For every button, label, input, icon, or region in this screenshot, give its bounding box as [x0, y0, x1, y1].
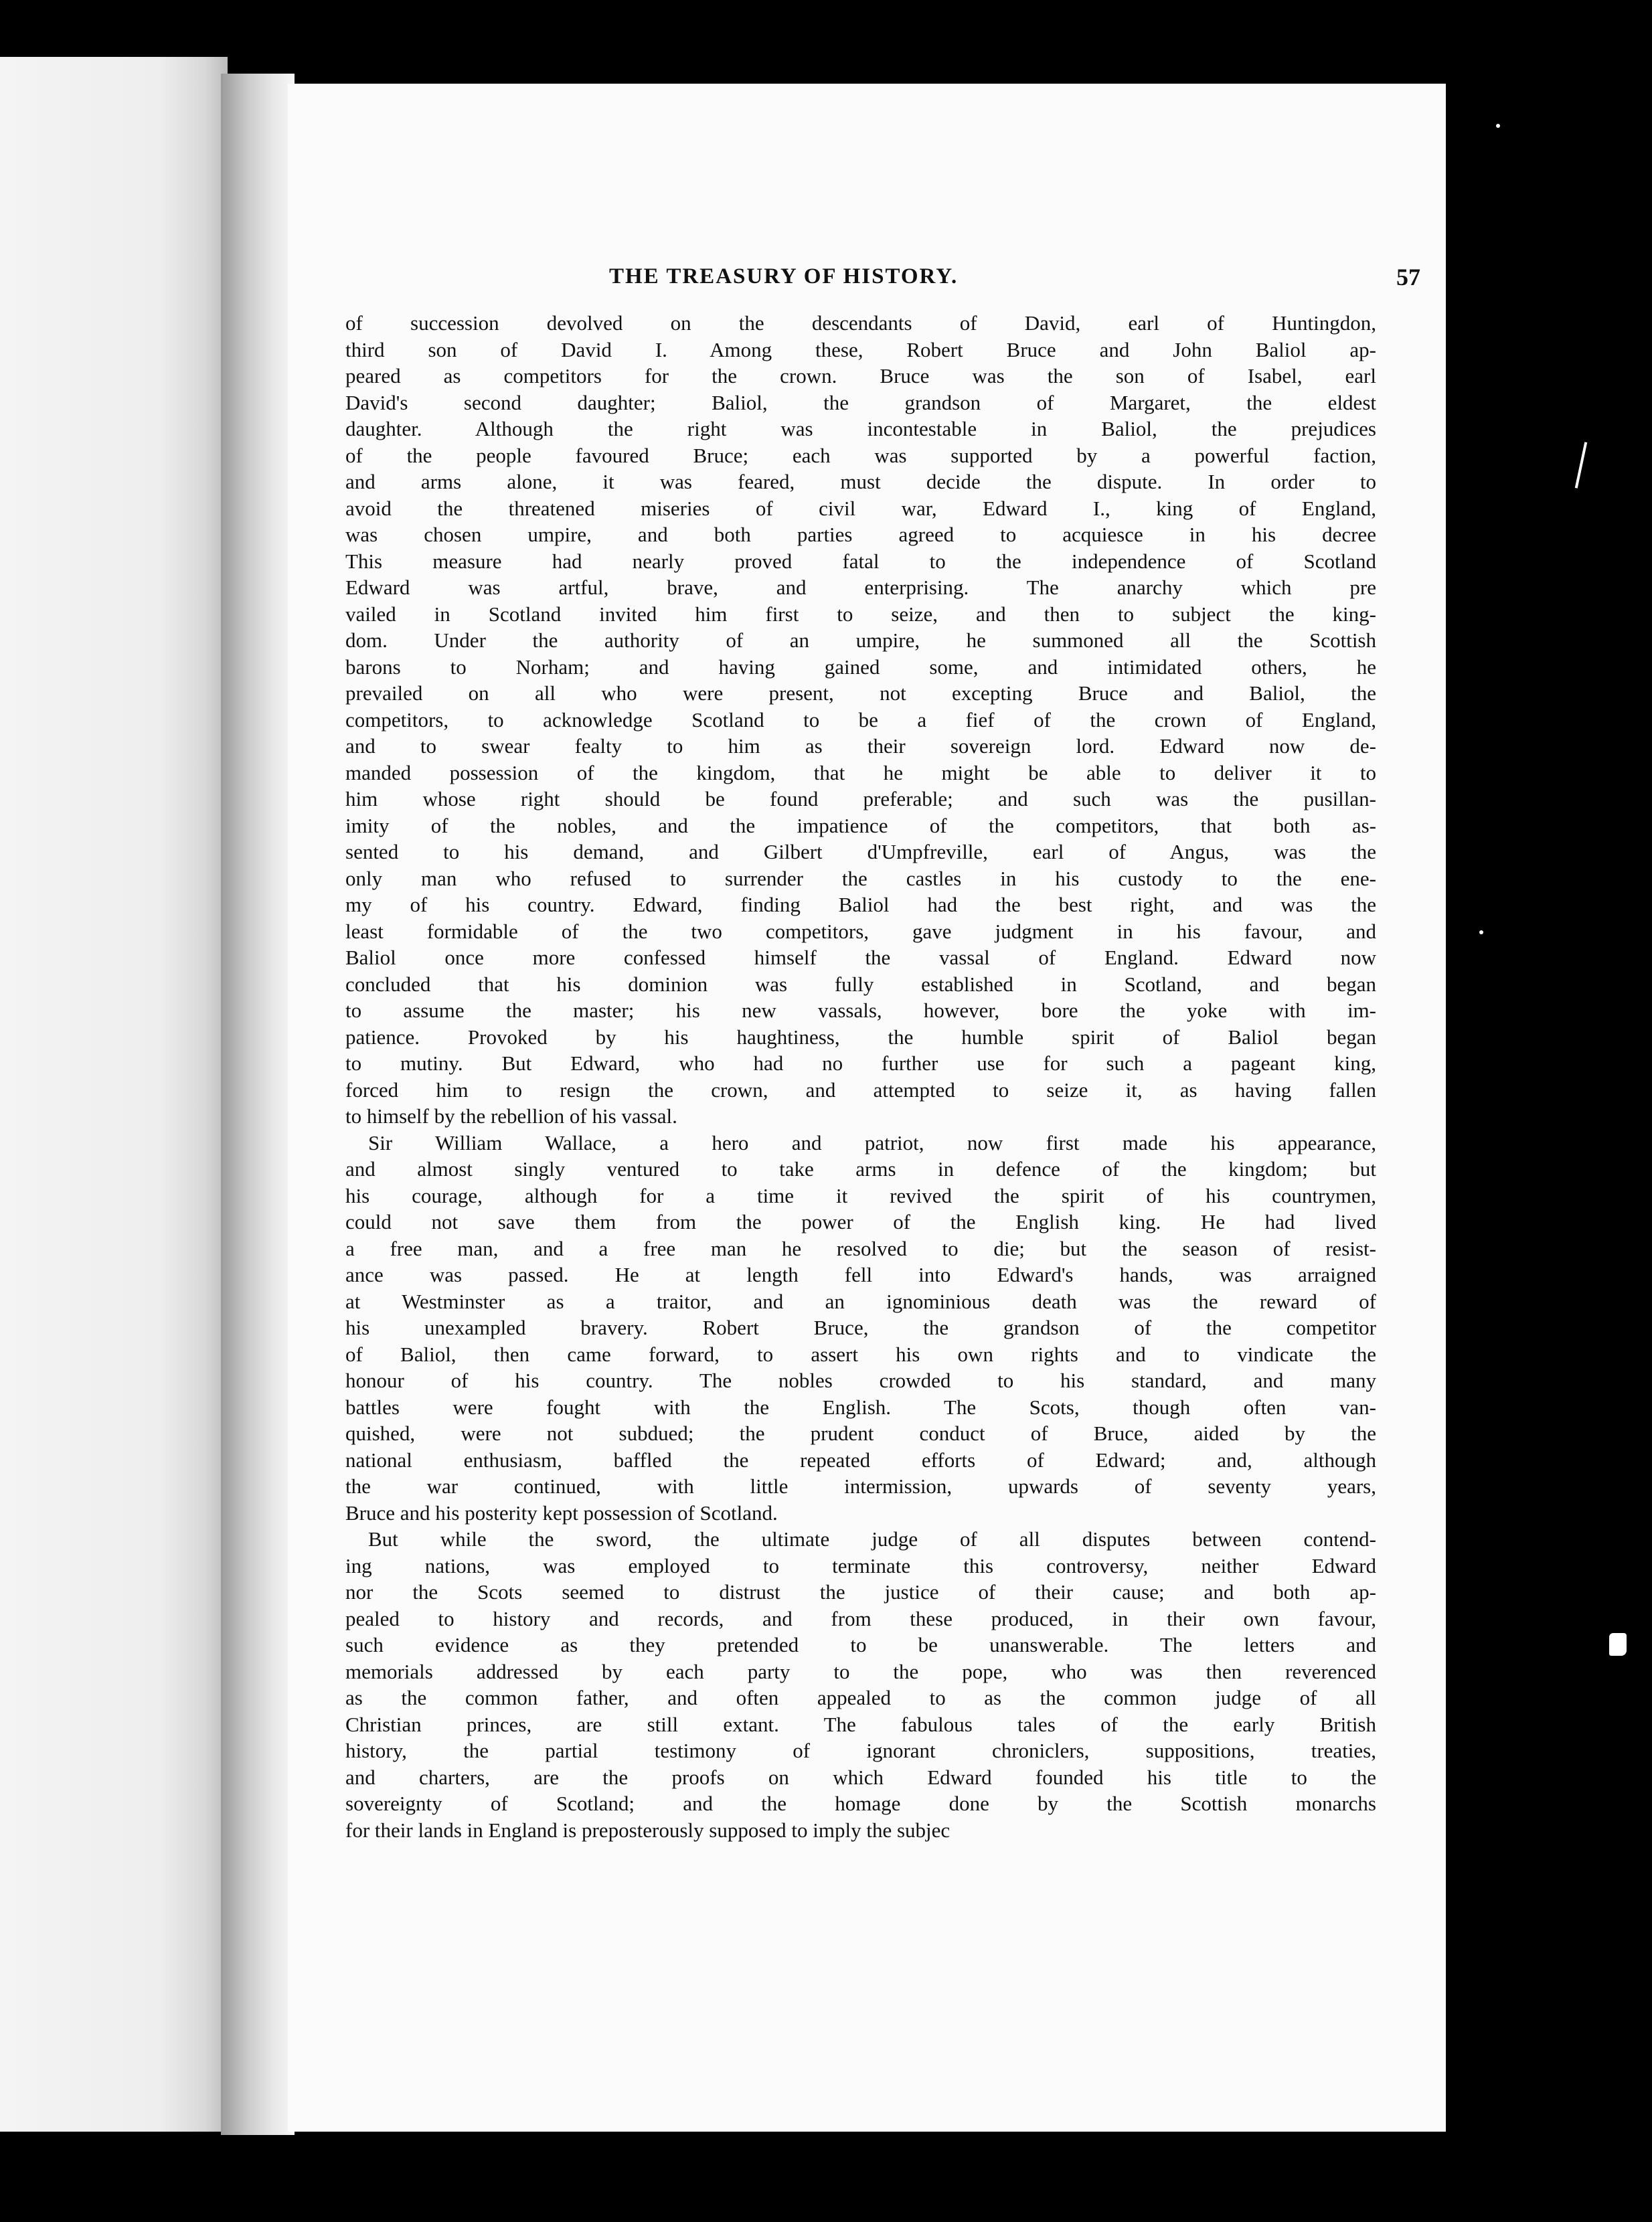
text-line: Christian princes, are still extant. The fabulous tales of the early British: [345, 1712, 1376, 1736]
scan-artifact-dot: [1479, 930, 1483, 934]
text-line: his courage, although for a time it revived the spirit of his countrymen,: [345, 1183, 1376, 1207]
left-page-edge: [0, 57, 228, 2132]
text-line: vailed in Scotland invited him first to seize, and then to subject the king-: [345, 602, 1376, 626]
page-text: [345, 310, 1376, 1843]
text-line: David's second daughter; Baliol, the grandson of Margaret, the eldest: [345, 390, 1376, 414]
book-gutter-shadow: [221, 74, 295, 2135]
text-line: national enthusiasm, baffled the repeated efforts of Edward; and, although: [345, 1448, 1376, 1472]
text-line: dom. Under the authority of an umpire, he summoned all the Scottish: [345, 628, 1376, 652]
scan-artifact-dot: [1496, 124, 1500, 128]
text-line: my of his country. Edward, finding Baliol had the best right, and was the: [345, 893, 1376, 916]
text-line: pealed to history and records, and from these produced, in their own favour,: [345, 1606, 1376, 1630]
text-line: sented to his demand, and Gilbert d'Umpfreville, earl of Angus, was the: [345, 840, 1376, 863]
text-line: avoid the threatened miseries of civil war, Edward I., king of England,: [345, 496, 1376, 520]
text-line: Baliol once more confessed himself the vassal of England. Edward now: [345, 946, 1376, 969]
text-line: Bruce and his posterity kept possession of Scotland.: [345, 1501, 778, 1525]
text-line: and to swear fealty to him as their sovereign lord. Edward now de-: [345, 734, 1376, 758]
text-line: prevailed on all who were present, not excepting Bruce and Baliol, the: [345, 681, 1376, 705]
text-line: him whose right should be found preferable; and such was the pusillan-: [345, 787, 1376, 810]
text-line: at Westminster as a traitor, and an ignominious death was the reward of: [345, 1289, 1376, 1313]
text-line: barons to Norham; and having gained some, and intimidated others, he: [345, 655, 1376, 679]
text-line: third son of David I. Among these, Robert Bruce and John Baliol ap-: [345, 337, 1376, 361]
text-line: his unexampled bravery. Robert Bruce, the grandson of the competitor: [345, 1316, 1376, 1339]
text-line: forced him to resign the crown, and attempted to seize it, as having fallen: [345, 1078, 1376, 1102]
text-line: and charters, are the proofs on which Edward founded his title to the: [345, 1765, 1376, 1789]
text-line: This measure had nearly proved fatal to the independence of Scotland: [345, 549, 1376, 573]
text-line: to assume the master; his new vassals, however, bore the yoke with im-: [345, 999, 1376, 1022]
text-line: competitors, to acknowledge Scotland to be a fief of the crown of England,: [345, 707, 1376, 732]
paragraph-first-line: Sir William Wallace, a hero and patriot, now first made his appearance,: [368, 1130, 1376, 1155]
text-line: to himself by the rebellion of his vassal.: [345, 1104, 677, 1128]
paragraph-first-line: But while the sword, the ultimate judge of all disputes between contend-: [368, 1527, 1376, 1551]
running-title: THE TREASURY OF HISTORY.: [609, 264, 959, 288]
text-line: battles were fought with the English. The Scots, though often van-: [345, 1395, 1376, 1419]
text-line: concluded that his dominion was fully established in Scotland, and began: [345, 972, 1376, 996]
text-line: daughter. Although the right was incontestable in Baliol, the prejudices: [345, 417, 1376, 440]
scan-artifact-blot: [1609, 1633, 1627, 1656]
text-line: only man who refused to surrender the castles in his custody to the ene-: [345, 866, 1376, 890]
text-line: a free man, and a free man he resolved to die; but the season of resist-: [345, 1236, 1376, 1260]
text-line: quished, were not subdued; the prudent conduct of Bruce, aided by the: [345, 1422, 1376, 1445]
text-line: of the people favoured Bruce; each was supported by a powerful faction,: [345, 443, 1376, 467]
text-line: nor the Scots seemed to distrust the justice of their cause; and both ap-: [345, 1580, 1376, 1604]
text-line: was chosen umpire, and both parties agreed to acquiesce in his decree: [345, 523, 1376, 546]
scan-artifact-mark: [1575, 442, 1587, 488]
page-header: [288, 264, 1446, 305]
text-line: manded possession of the kingdom, that he might be able to deliver it to: [345, 760, 1376, 784]
text-line: peared as competitors for the crown. Bruce was the son of Isabel, earl: [345, 364, 1376, 388]
text-line: of Baliol, then came forward, to assert his own rights and to vindicate the: [345, 1342, 1376, 1366]
page-number: 57: [1396, 264, 1420, 290]
text-line: honour of his country. The nobles crowded to his standard, and many: [345, 1369, 1376, 1392]
text-line: as the common father, and often appealed to as the common judge of all: [345, 1686, 1376, 1709]
text-line: to mutiny. But Edward, who had no further use for such a pageant king,: [345, 1051, 1376, 1075]
text-line: ing nations, was employed to terminate this controversy, neither Edward: [345, 1553, 1376, 1577]
text-line: least formidable of the two competitors, gave judgment in his favour, and: [345, 919, 1376, 943]
text-line: of succession devolved on the descendants of David, earl of Huntingdon,: [345, 311, 1376, 335]
text-line: Edward was artful, brave, and enterprising. The anarchy which pre: [345, 576, 1376, 599]
text-line: imity of the nobles, and the impatience of the competitors, that both as-: [345, 813, 1376, 837]
book-page: [288, 84, 1446, 2132]
text-line: patience. Provoked by his haughtiness, the humble spirit of Baliol began: [345, 1025, 1376, 1049]
text-line: ance was passed. He at length fell into Edward's hands, was arraigned: [345, 1263, 1376, 1286]
text-line: such evidence as they pretended to be unanswerable. The letters and: [345, 1633, 1376, 1656]
text-line: could not save them from the power of the English king. He had lived: [345, 1210, 1376, 1233]
text-line: sovereignty of Scotland; and the homage done by the Scottish monarchs: [345, 1792, 1376, 1815]
text-line: history, the partial testimony of ignorant chroniclers, suppositions, treaties,: [345, 1739, 1376, 1762]
text-line: and arms alone, it was feared, must decide the dispute. In order to: [345, 470, 1376, 493]
text-line: for their lands in England is preposterously supposed to imply the subjec: [345, 1818, 951, 1842]
text-line: and almost singly ventured to take arms in defence of the kingdom; but: [345, 1157, 1376, 1181]
text-line: memorials addressed by each party to the pope, who was then reverenced: [345, 1659, 1376, 1683]
text-line: the war continued, with little intermission, upwards of seventy years,: [345, 1474, 1376, 1498]
